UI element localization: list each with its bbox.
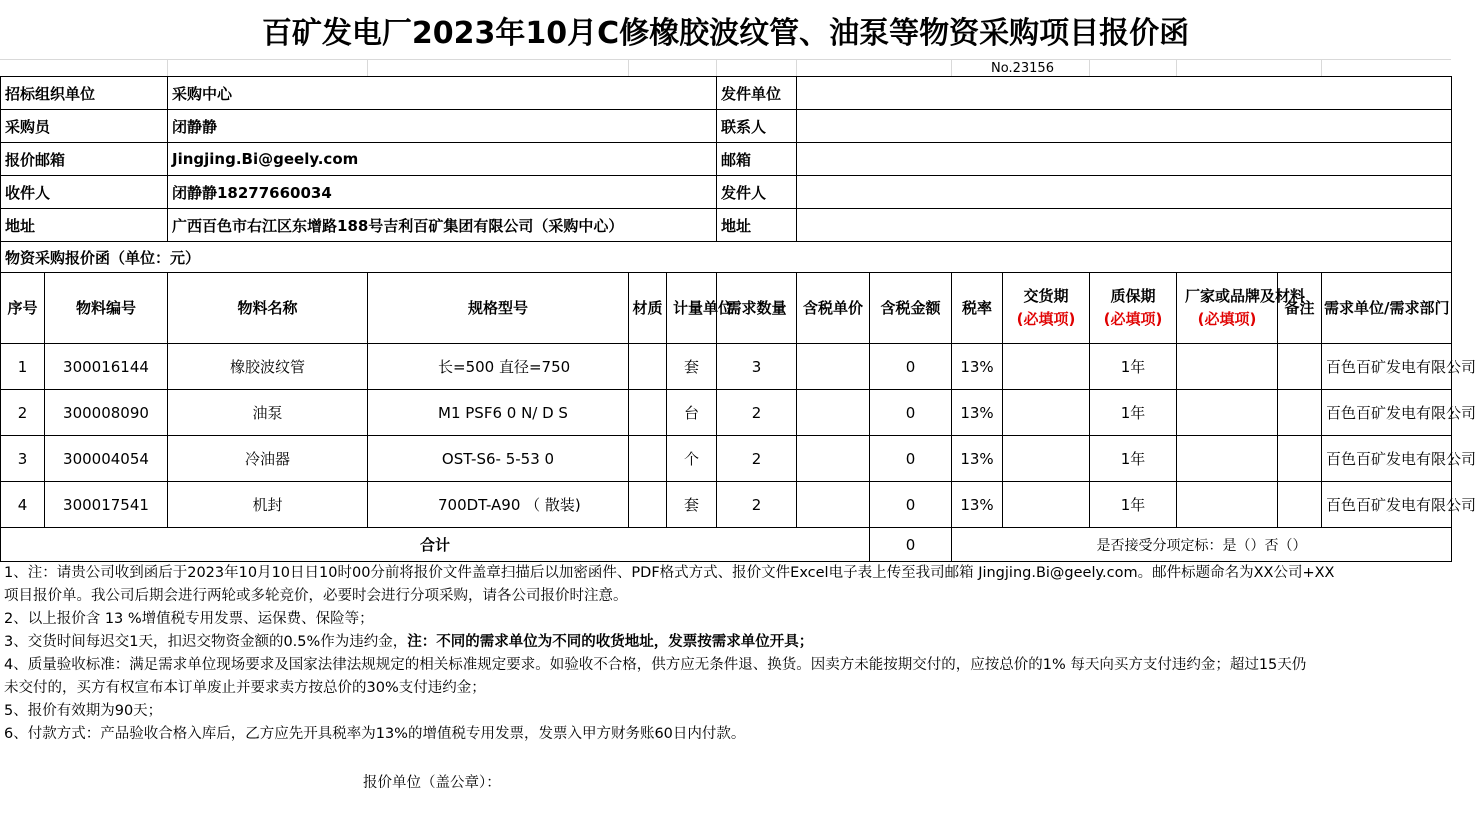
cell-warranty: 1年 [1090,344,1177,390]
page-title: 百矿发电厂2023年10月C修橡胶波纹管、油泵等物资采购项目报价函 [261,16,1190,51]
info-row [1,143,1452,176]
cell-unit-price[interactable] [797,436,870,482]
document-number: No.23156 [991,61,1054,76]
contact-label: 联系人 [717,110,797,143]
cell-dept: 百色百矿发电有限公司 [1322,344,1452,390]
cell-dept: 百色百矿发电有限公司 [1322,390,1452,436]
contact-value[interactable] [797,110,1452,143]
address-label: 地址 [1,209,168,242]
cell-name: 橡胶波纹管 [168,344,368,390]
address2-label: 地址 [717,209,797,242]
cell-material[interactable] [629,390,667,436]
cell-name: 油泵 [168,390,368,436]
header-brand-label: 厂家或品牌及材料 [1185,287,1306,305]
header-material: 材质 [629,273,667,344]
cell-qty: 2 [717,436,797,482]
email-value: Jingjing.Bi@geely.com [168,143,717,176]
header-code: 物料编号 [45,273,168,344]
cell-qty: 2 [717,482,797,528]
cell-dept: 百色百矿发电有限公司 [1322,436,1452,482]
note-3 [0,631,1451,654]
cell-remark[interactable] [1278,482,1322,528]
cell-qty: 2 [717,390,797,436]
cell-code: 300017541 [45,482,168,528]
cell-name: 机封 [168,482,368,528]
gridline [796,60,797,76]
receiver-label: 收件人 [1,176,168,209]
header-dept: 需求单位/需求部门 [1322,273,1452,344]
note-4-line-2: 未交付的，买方有权宣布本订单废止并要求卖方按总价的30%支付违约金； [4,680,486,696]
terms-notes [0,561,1451,823]
org-value: 采购中心 [168,77,717,110]
cell-spec: M1 PSF6 0 N/ D S [368,390,629,436]
header-row [1,273,1452,344]
cell-code: 300008090 [45,390,168,436]
info-table [0,76,1452,273]
gridline [1321,60,1322,76]
header-name: 物料名称 [168,273,368,344]
mailbox-label: 邮箱 [717,143,797,176]
header-delivery [1003,273,1090,344]
info-row [1,110,1452,143]
sender-label: 发件人 [717,176,797,209]
header-spec: 规格型号 [368,273,629,344]
note-3-text: 3、交货时间每迟交1天，扣迟交物资金额的0.5%作为违约金， [4,634,408,650]
table-row [1,390,1452,436]
cell-amount: 0 [870,436,952,482]
header-amount: 含税金额 [870,273,952,344]
header-unit-price: 含税单价 [797,273,870,344]
cell-tax: 13% [952,390,1003,436]
cell-brand[interactable] [1177,436,1278,482]
cell-warranty: 1年 [1090,436,1177,482]
sender-value[interactable] [797,176,1452,209]
gridline [951,60,952,76]
table-row [1,344,1452,390]
cell-material[interactable] [629,482,667,528]
header-brand-required: (必填项) [1197,310,1257,328]
gridline [716,60,717,76]
cell-qty: 3 [717,344,797,390]
cell-remark[interactable] [1278,436,1322,482]
address2-value[interactable] [797,209,1452,242]
note-6: 6、付款方式：产品验收合格入库后，乙方应先开具税率为13%的增值税专用发票，发票入甲方财务账60日内付款。 [4,726,746,742]
gridline [367,60,368,76]
cell-name: 冷油器 [168,436,368,482]
signature-label: 报价单位（盖公章）： [363,775,501,791]
cell-seq: 1 [1,344,45,390]
cell-unit-price[interactable] [797,482,870,528]
header-warranty-required: (必填项) [1103,310,1163,328]
send-unit-label: 发件单位 [717,77,797,110]
cell-spec: 长=500 直径=750 [368,344,629,390]
cell-dept: 百色百矿发电有限公司 [1322,482,1452,528]
cell-spec: 700DT-A90 （ 散装) [368,482,629,528]
total-label: 合计 [1,528,870,562]
note-3-emphasis: 注：不同的需求单位为不同的收货地址，发票按需求单位开具； [407,634,814,650]
cell-warranty: 1年 [1090,482,1177,528]
total-row [1,528,1452,562]
info-row [1,77,1452,110]
header-warranty-label: 质保期 [1110,287,1156,305]
cell-unit: 套 [667,344,717,390]
email-label: 报价邮箱 [1,143,168,176]
header-delivery-label: 交货期 [1023,287,1069,305]
items-table [0,272,1476,562]
cell-amount: 0 [870,482,952,528]
address-value: 广西百色市右江区东增路188号吉利百矿集团有限公司（采购中心） [168,209,717,242]
cell-brand[interactable] [1177,482,1278,528]
cell-delivery[interactable] [1003,344,1090,390]
cell-tax: 13% [952,344,1003,390]
cell-seq: 2 [1,390,45,436]
cell-delivery[interactable] [1003,390,1090,436]
cell-material[interactable] [629,344,667,390]
info-row [1,176,1452,209]
header-unit: 计量单位 [667,273,717,344]
cell-spec: OST-S6- 5-53 0 [368,436,629,482]
cell-brand[interactable] [1177,390,1278,436]
cell-remark[interactable] [1278,344,1322,390]
table-row [1,436,1452,482]
gridline [1176,60,1177,76]
section-title-row [1,242,1452,273]
gridline [0,59,1451,60]
note-5: 5、报价有效期为90天； [4,703,163,719]
split-award-note: 是否接受分项定标：是（）否（） [952,528,1452,562]
header-seq: 序号 [1,273,45,344]
mailbox-value[interactable] [797,143,1452,176]
receiver-value: 闭静静18277660034 [168,176,717,209]
note-2: 2、以上报价含 13 %增值税专用发票、运保费、保险等； [4,611,374,627]
cell-amount: 0 [870,344,952,390]
cell-tax: 13% [952,436,1003,482]
cell-amount: 0 [870,390,952,436]
cell-code: 300004054 [45,436,168,482]
cell-delivery[interactable] [1003,482,1090,528]
org-label: 招标组织单位 [1,77,168,110]
buyer-value: 闭静静 [168,110,717,143]
cell-unit: 个 [667,436,717,482]
header-remark: 备注 [1278,273,1322,344]
note-4-line-1: 4、质量验收标准：满足需求单位现场要求及国家法律法规规定的相关标准规定要求。如验收不合格，供方应无条件退、换货。因卖方未能按期交付的，应按总价的1% 每天向买方支付违约金；超过15天仍 [4,657,1307,673]
table-row [1,482,1452,528]
cell-tax: 13% [952,482,1003,528]
buyer-label: 采购员 [1,110,168,143]
note-1-line-1: 1、注：请贵公司收到函后于2023年10月10日日10时00分前将报价文件盖章扫描后以加密函件、PDF格式方式、报价文件Excel电子表上传至我司邮箱 Jingjing.Bi@geely.com。邮件标题命名为XX公司+XX [4,565,1335,581]
cell-seq: 4 [1,482,45,528]
gridline [628,60,629,76]
cell-delivery[interactable] [1003,436,1090,482]
cell-unit-price[interactable] [797,390,870,436]
cell-unit-price[interactable] [797,344,870,390]
header-qty: 需求数量 [717,273,797,344]
note-1-line-2: 项目报价单。我公司后期会进行两轮或多轮竞价，必要时会进行分项采购，请各公司报价时注意。 [4,588,628,604]
cell-seq: 3 [1,436,45,482]
cell-unit: 台 [667,390,717,436]
cell-warranty: 1年 [1090,390,1177,436]
gridline [167,60,168,76]
cell-brand[interactable] [1177,344,1278,390]
send-unit-value[interactable] [797,77,1452,110]
header-delivery-required: (必填项) [1016,310,1076,328]
cell-material[interactable] [629,436,667,482]
header-warranty [1090,273,1177,344]
cell-remark[interactable] [1278,390,1322,436]
section-title: 物资采购报价函（单位：元） [1,242,1452,273]
cell-code: 300016144 [45,344,168,390]
total-amount: 0 [870,528,952,562]
header-tax: 税率 [952,273,1003,344]
cell-unit: 套 [667,482,717,528]
info-row [1,209,1452,242]
